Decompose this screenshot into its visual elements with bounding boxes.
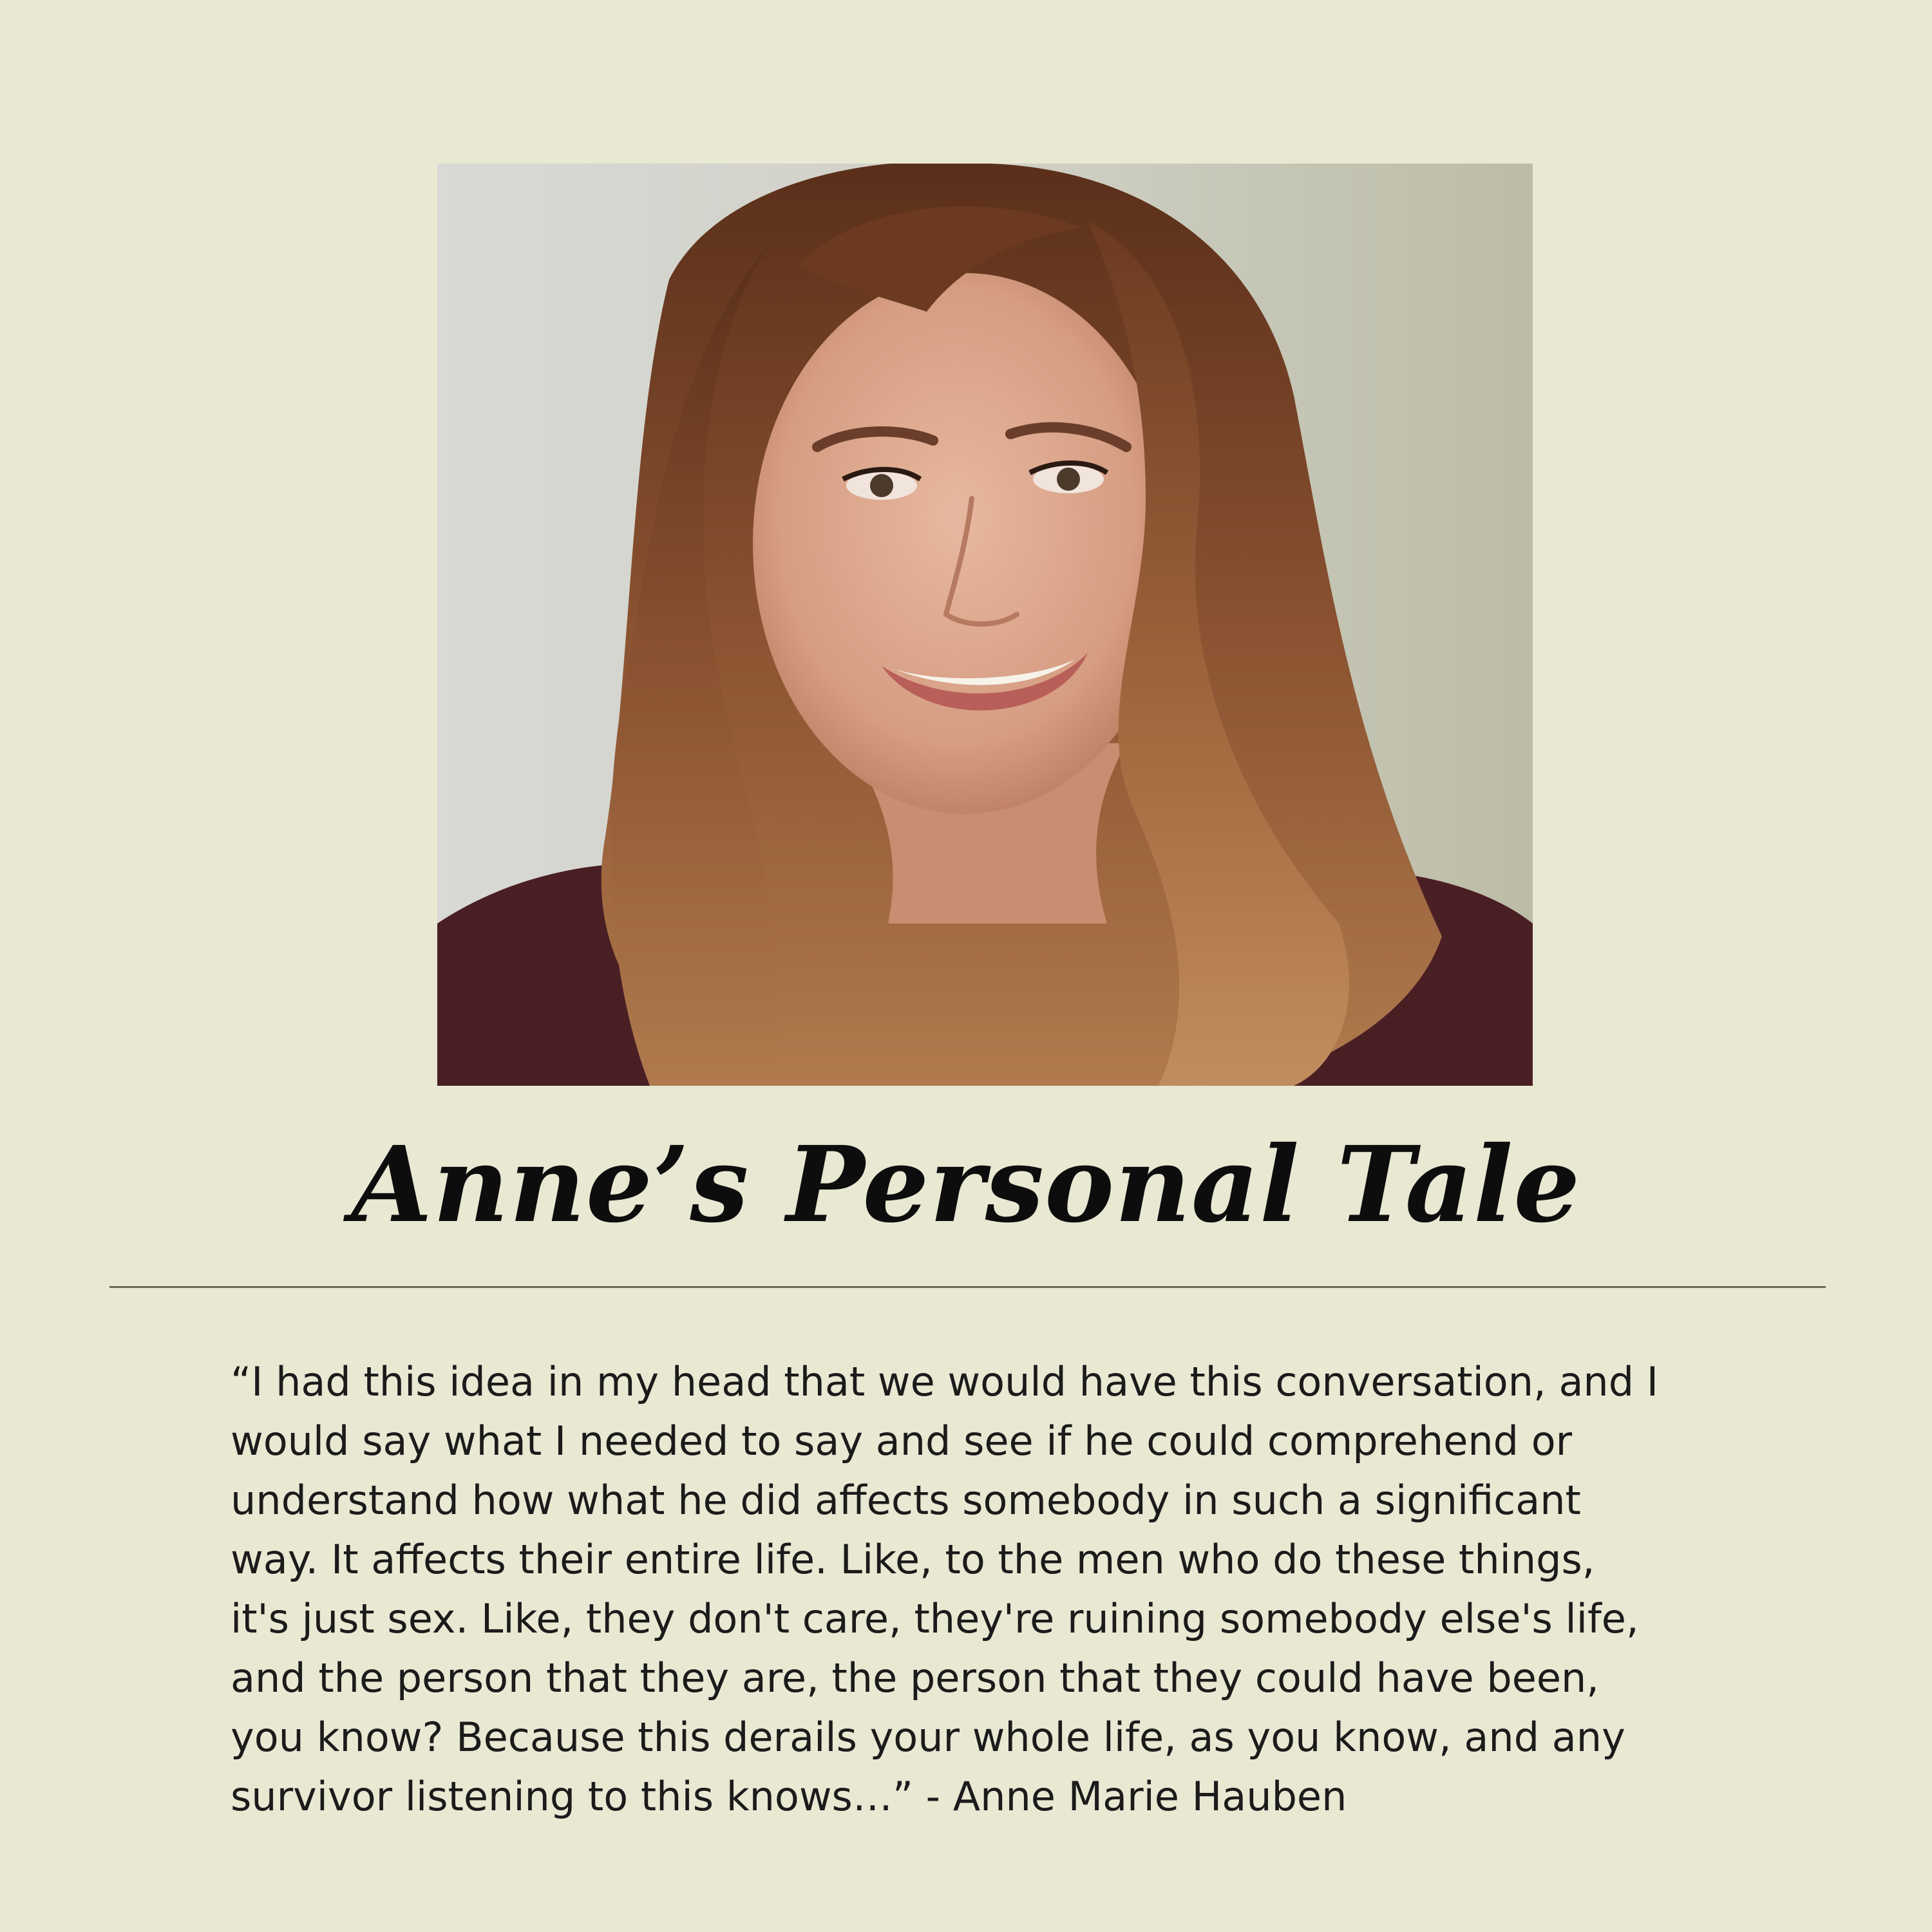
quote-line: survivor listening to this knows…” - Anne Marie Hauben <box>231 1773 1347 1820</box>
quote-line: way. It affects their entire life. Like, to the men who do these things, <box>231 1536 1595 1583</box>
quote-line: understand how what he did affects somebody in such a significant <box>231 1477 1581 1524</box>
quote-line: would say what I needed to say and see if he could comprehend or <box>231 1417 1573 1464</box>
page-title: Anne’s Personal Tale <box>351 1124 1581 1246</box>
quote-line: it's just sex. Like, they don't care, they're ruining somebody else's life, <box>231 1595 1639 1642</box>
portrait-photo <box>437 164 1533 1086</box>
quote-line: and the person that they are, the person that they could have been, <box>231 1654 1600 1701</box>
portrait-illustration <box>437 164 1533 1086</box>
quote-line: you know? Because this derails your whole life, as you know, and any <box>231 1714 1625 1761</box>
quote-text <box>231 1352 1738 1826</box>
quote-line: “I had this idea in my head that we would have this conversation, and I <box>231 1358 1659 1405</box>
divider <box>109 1286 1826 1288</box>
